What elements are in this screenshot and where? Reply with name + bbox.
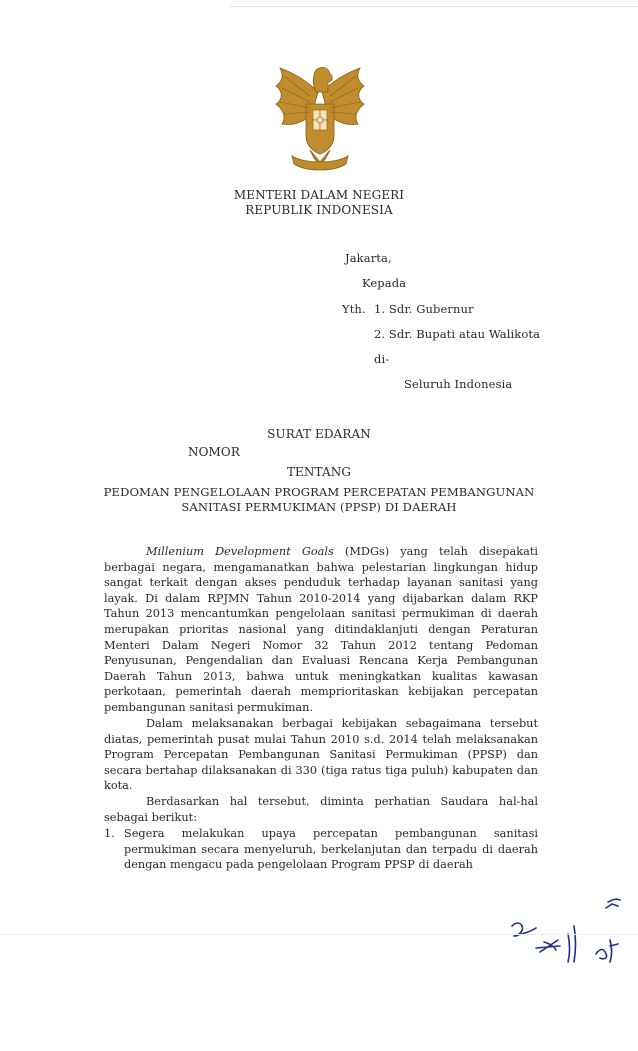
mdg-italic: Millenium Development Goals <box>146 545 334 558</box>
paragraph-2-text: Dalam melaksanakan berbagai kebijakan sebagaimana tersebut diatas, pemerintah pusat mulai Tahun 2010 s.d. 2014 telah melaksanakan Program Percepatan Pembangunan Sanitasi Permukiman (PPSP) dan secara bertahap dilaksanakan di 330 (tiga ratus tiga puluh) kabupaten dan kota. <box>104 717 538 793</box>
republic-title: REPUBLIK INDONESIA <box>245 203 393 217</box>
garuda-emblem-icon <box>270 52 370 174</box>
list-item-number: 1. <box>104 827 115 840</box>
di-label: di- <box>374 352 390 366</box>
subject-line-1: PEDOMAN PENGELOLAAN PROGRAM PERCEPATAN PEMBANGUNAN <box>103 485 535 499</box>
list-item <box>104 826 538 873</box>
place-date: Jakarta, <box>345 251 392 265</box>
recipient-governor: 1. Sdr. Gubernur <box>374 302 474 316</box>
paragraph-3-text: Berdasarkan hal tersebut, diminta perhatian Saudara hal-hal sebagai berikut: <box>104 795 538 824</box>
scan-bottom-edge <box>0 934 638 935</box>
initials-signature-icon <box>500 896 630 966</box>
paragraph-3 <box>104 794 538 825</box>
tentang-label: TENTANG <box>286 465 352 479</box>
recipient-regent: 2. Sdr. Bupati atau Walikota <box>374 327 541 341</box>
nomor-label: NOMOR <box>188 445 240 459</box>
paragraph-1-text: (MDGs) yang telah disepakati berbagai negara, mengamanatkan bahwa pelestarian lingkungan hidup sangat terkait dengan akses penduduk terhadap layanan sanitasi yang layak. Di dalam RPJMN Tahun 2010-2014 yang dijabarkan dalam RKP Tahun 2013 mencantumkan pengelolaan sanitasi permukiman di daerah merupakan prioritas nasional yang ditindaklanjuti dengan Peraturan Menteri Dalam Negeri Nomor 32 Tahun 2012 tentang Pedoman Penyusunan, Pengendalian dan Evaluasi Rencana Kerja Pembangunan Daerah Tahun 2013, bahwa untuk meningkatkan kualitas kawasan perkotaan, pemerintah daerah memprioritaskan kebijakan percepatan pembangunan sanitasi permukiman. <box>104 545 538 714</box>
ministry-title: MENTERI DALAM NEGERI <box>233 188 405 202</box>
paragraph-1 <box>104 544 538 716</box>
paragraph-2 <box>104 716 538 794</box>
scan-top-edge <box>230 6 638 7</box>
list-item-text: Segera melakukan upaya percepatan pembangunan sanitasi permukiman secara menyeluruh, berkelanjutan dan terpadu di daerah dengan mengacu pada pengelolaan Program PPSP di daerah <box>124 827 538 872</box>
subject-line-2: SANITASI PERMUKIMAN (PPSP) DI DAERAH <box>181 500 457 514</box>
location-label: Seluruh Indonesia <box>404 377 513 391</box>
kepada-label: Kepada <box>362 276 407 290</box>
yth-label: Yth. <box>342 302 366 316</box>
document-type: SURAT EDARAN <box>267 427 371 441</box>
